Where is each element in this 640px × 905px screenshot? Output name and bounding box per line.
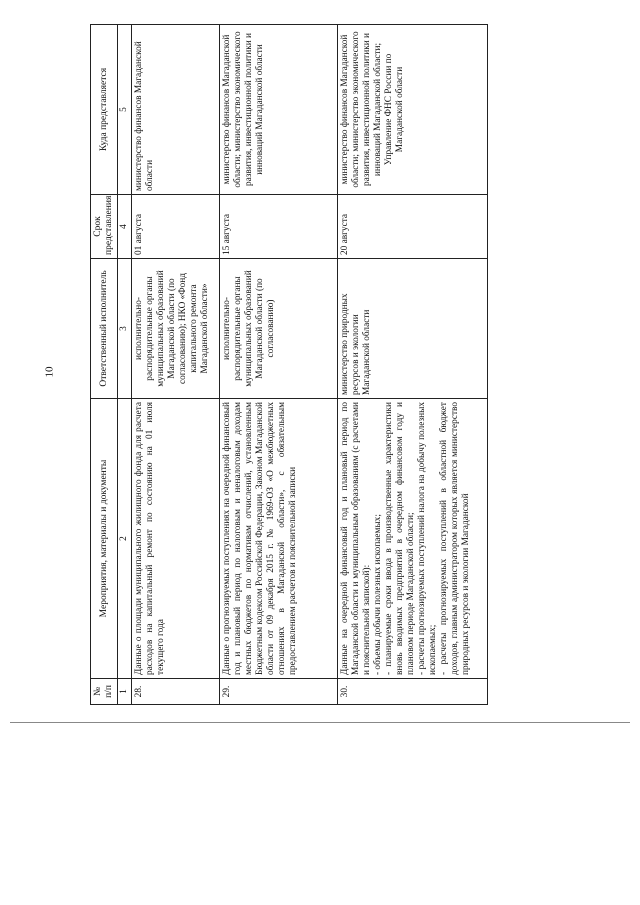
row-responsible: исполнительно-распорядительные органы муниципальных образований Магаданской области (по согласованию) [220, 259, 338, 399]
row-recipient: министерство финансов Магаданской области [132, 25, 220, 195]
column-number: 3 [118, 259, 132, 399]
header-deadline: Срок представления [91, 195, 118, 259]
header-recipient: Куда представляется [91, 25, 118, 195]
rotated-table-frame [90, 25, 510, 705]
row-deadline: 01 августа [132, 195, 220, 259]
column-number: 2 [118, 399, 132, 679]
column-number: 1 [118, 679, 132, 705]
activity-line: - планируемые сроки ввода в производственные характеристики вновь вводимых предприятий в очередном финансовом году и плановом периоде Магаданской области; [384, 402, 417, 675]
column-number-row [118, 25, 132, 705]
column-number: 5 [118, 25, 132, 195]
row-recipient: министерство финансов Магаданской области; министерство экономического развития, инвестиционной политики и инноваций Магаданской области [220, 25, 338, 195]
row-number: 30. [338, 679, 488, 705]
header-activity: Мероприятия, материалы и документы [91, 399, 118, 679]
row-recipient: министерство финансов Магаданской области; министерство экономического развития, инвестиционной политики и инноваций Магаданской области; Управление ФНС России по Магаданской области [338, 25, 488, 195]
row-number: 28. [132, 679, 220, 705]
row-deadline: 20 августа [338, 195, 488, 259]
activity-line: - расчеты прогнозируемых поступлений налога на добычу полезных ископаемых; [417, 402, 439, 675]
activity-line: - расчеты прогнозируемых поступлений в областной бюджет доходов, главным администратором которых является министерство природных ресурсов и экологии Магаданской [439, 402, 472, 675]
row-activity: Данные о прогнозируемых поступлениях на очередной финансовый год и плановый период по налоговым и неналоговым доходам местных бюджетов по нормативам отчислений, установленным Бюджетным кодексом Российской Федерации, Законом Магаданской области от 09 декабря 2015 г. № 1969-ОЗ «О межбюджетных отношениях в Магаданской области», с обязательным предоставлением расчетов и пояснительной записки [220, 399, 338, 679]
header-responsible: Ответственный исполнитель [91, 259, 118, 399]
row-number: 29. [220, 679, 338, 705]
rotated-table-area [90, 25, 510, 705]
header-num: № п/п [91, 679, 118, 705]
page-divider [10, 722, 630, 723]
row-deadline: 15 августа [220, 195, 338, 259]
table-row [220, 25, 338, 705]
row-responsible: министерство природных ресурсов и экологии Магаданской области [338, 259, 488, 399]
table-row [132, 25, 220, 705]
row-responsible: исполнительно-распорядительные органы муниципальных образований Магаданской области (по согласованию); НКО «Фонд капитального ремонта Магаданской области» [132, 259, 220, 399]
page-number: 10 [43, 366, 56, 378]
row-activity: Данные о площади муниципального жилищного фонда для расчета расходов на капитальный ремонт по состоянию на 01 июля текущего года [132, 399, 220, 679]
activity-line: - объемы добычи полезных ископаемых; [373, 514, 384, 675]
activity-line: Данные на очередной финансовый год и плановый период по Магаданской области и муниципальным образованиям (с расчетами и пояснительной запиской): [340, 402, 373, 675]
table-header-row [91, 25, 118, 705]
row-activity [338, 399, 488, 679]
table-row [338, 25, 488, 705]
column-number: 4 [118, 195, 132, 259]
plan-table [90, 24, 488, 705]
